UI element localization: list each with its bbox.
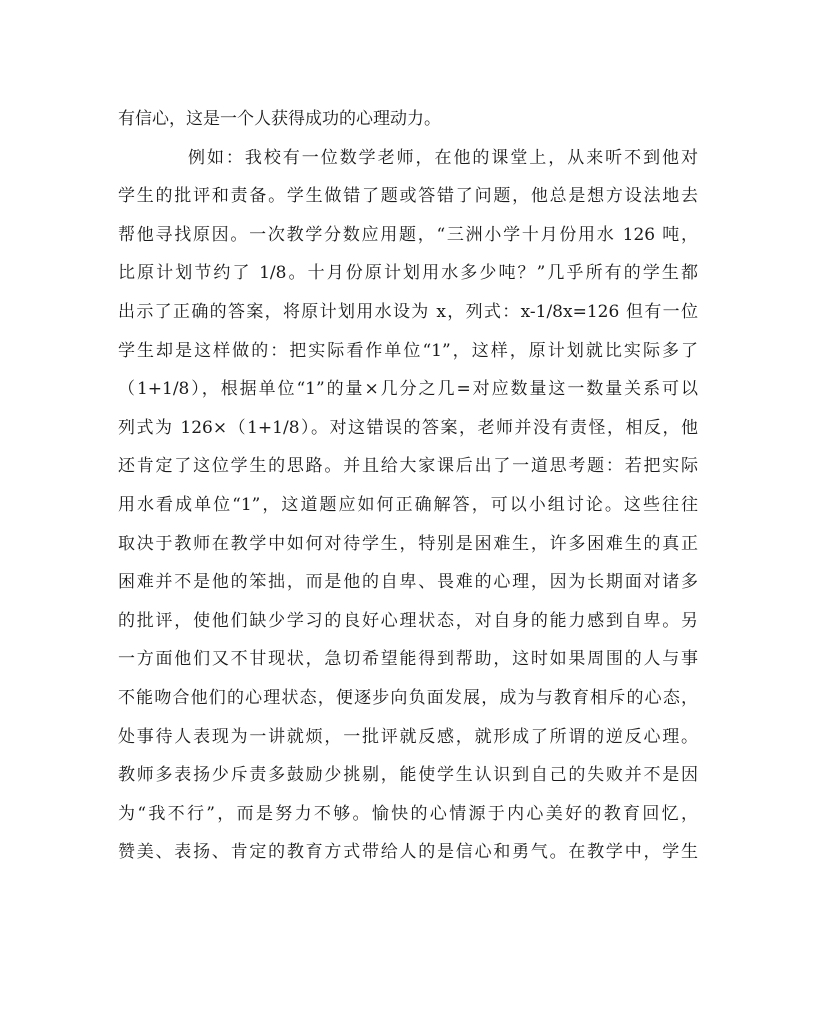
text-line: 学生却是这样做的：把实际看作单位“1”，这样，原计划就比实际多了	[118, 340, 698, 361]
body-text	[118, 100, 698, 872]
text-line: （1+1/8），根据单位“1”的量×几分之几=对应数量这一数量关系可以	[118, 379, 698, 400]
text-line: 一方面他们又不甘现状，急切希望能得到帮助，这时如果周围的人与事	[118, 649, 698, 670]
text-line: 例如：我校有一位数学老师，在他的课堂上，从来听不到他对	[188, 147, 698, 168]
text-line: 取决于教师在教学中如何对待学生，特别是困难生，许多困难生的真正	[118, 533, 698, 554]
text-line: 为“我不行”，而是努力不够。愉快的心情源于内心美好的教育回忆，	[118, 803, 698, 824]
text-line: 比原计划节约了 1/8。十月份原计划用水多少吨？”几乎所有的学生都	[118, 263, 698, 284]
text-line: 赞美、表扬、肯定的教育方式带给人的是信心和勇气。在教学中，学生	[118, 842, 698, 863]
text-line: 教师多表扬少斥责多鼓励少挑剔，能使学生认识到自己的失败并不是因	[118, 765, 698, 786]
text-line: 帮他寻找原因。一次教学分数应用题，“三洲小学十月份用水 126 吨，	[118, 224, 698, 245]
text-line: 的批评，使他们缺少学习的良好心理状态，对自身的能力感到自卑。另	[118, 610, 698, 631]
text-line: 有信心，这是一个人获得成功的心理动力。	[118, 109, 441, 129]
text-line: 处事待人表现为一讲就烦，一批评就反感，就形成了所谓的逆反心理。	[118, 726, 698, 747]
text-line: 不能吻合他们的心理状态，便逐步向负面发展，成为与教育相斥的心态，	[118, 687, 698, 708]
text-line: 学生的批评和责备。学生做错了题或答错了问题，他总是想方设法地去	[118, 186, 698, 207]
text-line: 出示了正确的答案，将原计划用水设为 x，列式：x-1/8x=126 但有一位	[118, 301, 698, 322]
text-line: 列式为 126×（1+1/8）。对这错误的答案，老师并没有责怪，相反，他	[118, 417, 698, 438]
text-line: 还肯定了这位学生的思路。并且给大家课后出了一道思考题：若把实际	[118, 456, 698, 477]
text-line: 困难并不是他的笨拙，而是他的自卑、畏难的心理，因为长期面对诸多	[118, 572, 698, 593]
text-line: 用水看成单位“1”，这道题应如何正确解答，可以小组讨论。这些往往	[118, 494, 698, 515]
